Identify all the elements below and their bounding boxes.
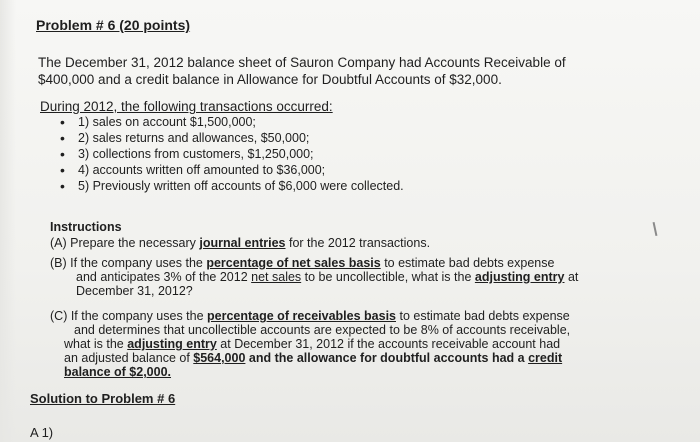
- instruction-b-line-2: [76, 270, 578, 284]
- page-shadow: [0, 0, 16, 442]
- list-item: • 2) sales returns and allowances, $50,000;: [60, 130, 404, 146]
- instruction-b-text: (B) If the company uses the: [50, 256, 207, 270]
- instruction-c-text: (C) If the company uses the: [50, 309, 208, 323]
- instruction-b-text-3: to be uncollectible, what is the: [301, 270, 475, 284]
- instruction-c-text-4-end: and the allowance for doubtful accounts had a: [245, 351, 529, 365]
- transactions-heading: During 2012, the following transactions occurred:: [40, 99, 333, 114]
- adjusted-balance-value: $564,000: [193, 351, 246, 365]
- instruction-c-text-4: an adjusted balance of: [64, 351, 194, 365]
- instruction-a: [50, 236, 430, 250]
- list-item: • 3) collections from customers, $1,250,000;: [60, 146, 404, 162]
- solution-heading: Solution to Problem # 6: [30, 391, 176, 406]
- instruction-c-text-end: to estimate bad debts expense: [396, 309, 570, 323]
- list-item: • 5) Previously written off accounts of $6,000 were collected.: [60, 178, 404, 194]
- net-sales-basis-term: percentage of net sales basis: [206, 256, 381, 270]
- instruction-a-text-end: for the 2012 transactions.: [285, 236, 431, 250]
- transactions-list: [60, 114, 404, 194]
- journal-entries-term: journal entries: [199, 236, 286, 250]
- instruction-b-text-end: to estimate bad debts expense: [380, 256, 555, 270]
- instruction-c-line-3: [64, 337, 560, 351]
- intro-line-2: $400,000 and a credit balance in Allowance for Doubtful Accounts of $32,000.: [38, 72, 502, 87]
- instruction-c-line-5: balance of $2,000.: [64, 365, 172, 379]
- net-sales-term: net sales: [251, 270, 302, 284]
- instruction-b-line-1: [50, 256, 554, 270]
- instruction-c-text-3: what is the: [64, 337, 128, 351]
- list-item: • 4) accounts written off amounted to $36,000;: [60, 162, 404, 178]
- instruction-a-text: (A) Prepare the necessary: [50, 236, 200, 250]
- answer-label: A 1): [30, 425, 54, 440]
- intro-line-1: The December 31, 2012 balance sheet of Sauron Company had Accounts Receivable of: [38, 55, 566, 70]
- instructions-heading: Instructions: [50, 220, 122, 234]
- pen-mark: [653, 222, 658, 236]
- instruction-b-text-2: and anticipates 3% of the 2012: [76, 270, 252, 284]
- credit-term: credit: [528, 351, 563, 365]
- receivables-basis-term: percentage of receivables basis: [207, 309, 396, 323]
- instruction-c-line-4: [64, 351, 562, 365]
- instruction-b-text-4: at: [564, 270, 579, 284]
- adjusting-entry-term: adjusting entry: [474, 270, 565, 284]
- instruction-b-line-3: December 31, 2012?: [76, 284, 193, 298]
- problem-title: Problem # 6 (20 points): [36, 17, 191, 33]
- instruction-c-text-3-end: at December 31, 2012 if the accounts receivable account had: [216, 337, 561, 351]
- adjusting-entry-term-c: adjusting entry: [127, 337, 217, 351]
- list-item: • 1) sales on account $1,500,000;: [60, 114, 404, 130]
- instruction-c-line-1: [50, 309, 570, 323]
- instruction-c-line-2: and determines that uncollectible accounts are expected to be 8% of accounts receivable,: [74, 323, 571, 337]
